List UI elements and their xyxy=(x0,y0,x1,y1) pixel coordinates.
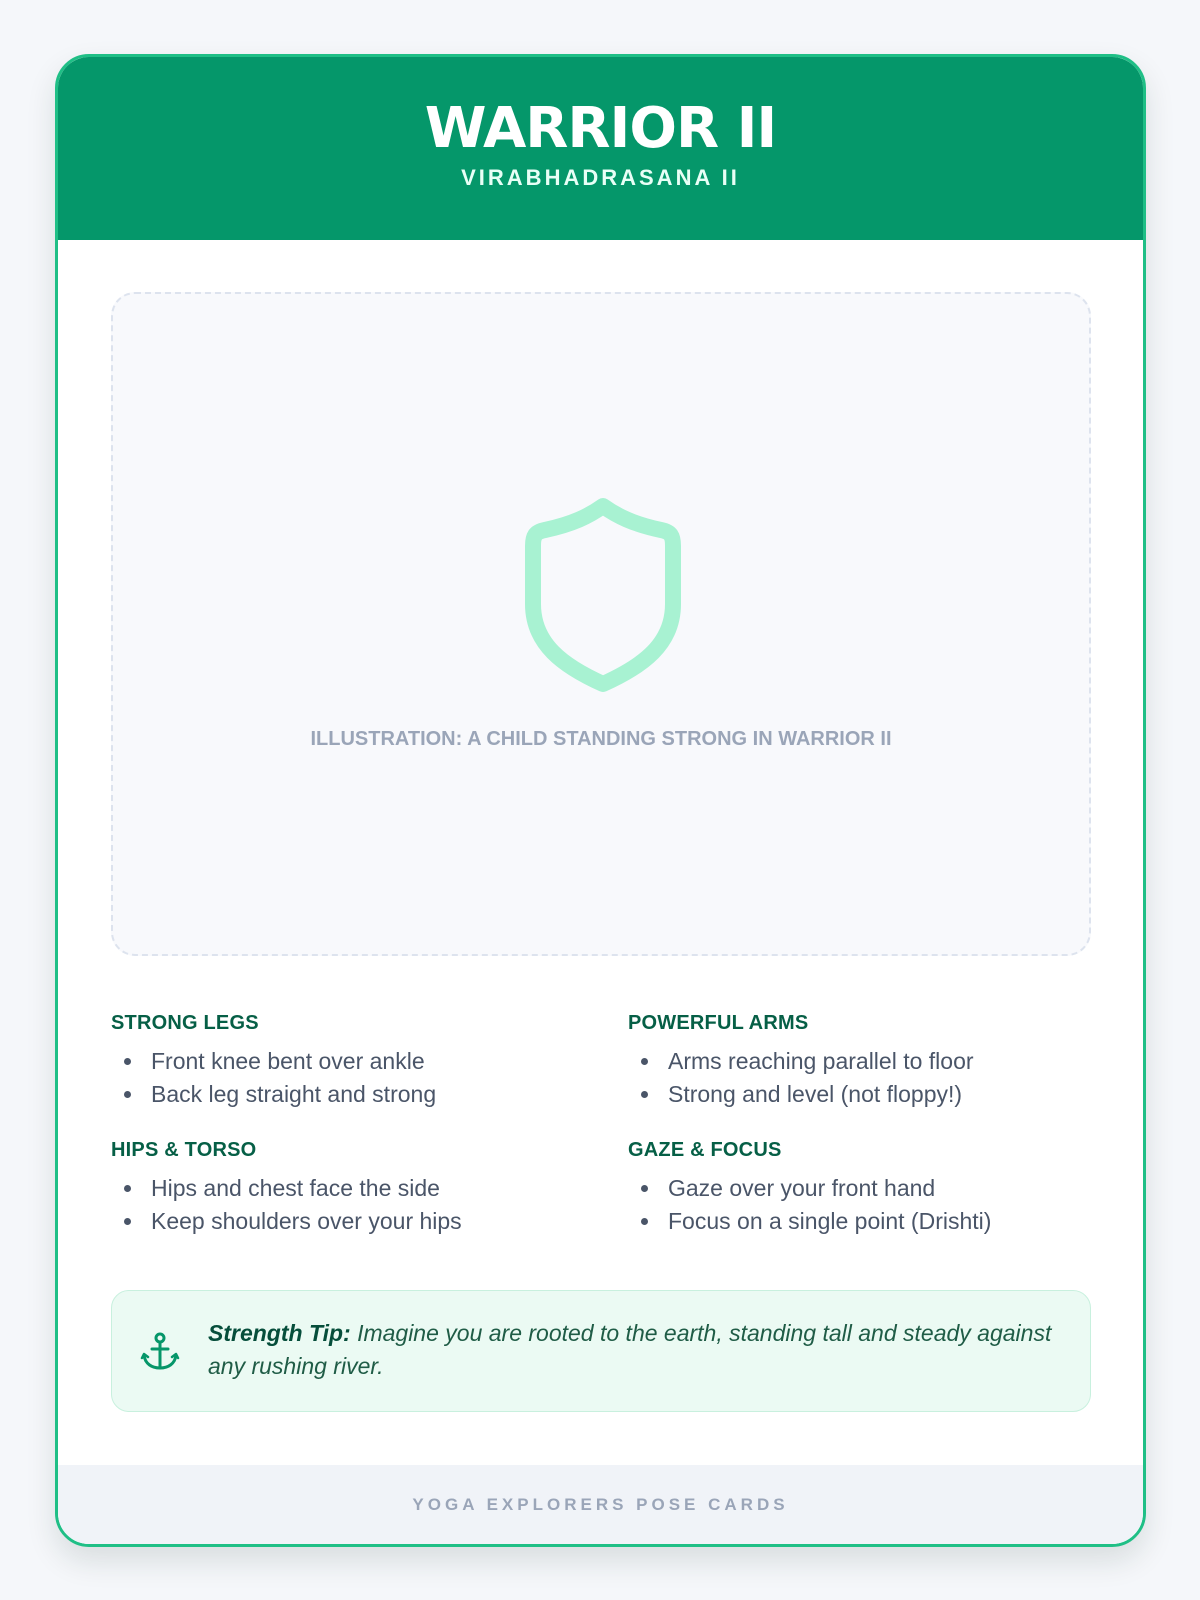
bullet-dot xyxy=(641,1185,648,1192)
instruction-list xyxy=(628,1172,1088,1238)
card-footer: YOGA EXPLORERS POSE CARDS xyxy=(58,1465,1143,1544)
illustration-caption: ILLUSTRATION: A CHILD STANDING STRONG IN WARRIOR II xyxy=(310,728,892,750)
card-header xyxy=(58,57,1143,240)
bullet-dot xyxy=(124,1091,131,1098)
list-item-text: Focus on a single point (Drishti) xyxy=(668,1208,992,1234)
tip-label: Strength Tip: xyxy=(208,1320,351,1346)
bullet-dot xyxy=(641,1091,648,1098)
list-item xyxy=(111,1172,571,1205)
section-title: STRONG LEGS xyxy=(111,1012,259,1034)
section-gaze-focus xyxy=(628,1139,1088,1238)
strength-tip-box xyxy=(111,1290,1091,1412)
list-item xyxy=(111,1045,571,1078)
instruction-list xyxy=(111,1045,571,1111)
section-strong-legs xyxy=(111,1012,571,1111)
section-title: POWERFUL ARMS xyxy=(628,1012,809,1034)
anchor-icon xyxy=(140,1331,180,1373)
section-powerful-arms xyxy=(628,1012,1088,1111)
list-item-text: Back leg straight and strong xyxy=(151,1081,437,1107)
section-title: GAZE & FOCUS xyxy=(628,1139,782,1161)
bullet-dot xyxy=(641,1218,648,1225)
instruction-list xyxy=(111,1172,571,1238)
tip-text xyxy=(208,1317,1068,1383)
bullet-dot xyxy=(124,1185,131,1192)
list-item-text: Arms reaching parallel to floor xyxy=(668,1048,974,1074)
list-item-text: Front knee bent over ankle xyxy=(151,1048,425,1074)
section-hips-torso xyxy=(111,1139,571,1238)
shield-icon xyxy=(523,494,683,694)
bullet-dot xyxy=(124,1218,131,1225)
list-item xyxy=(111,1205,571,1238)
list-item-text: Hips and chest face the side xyxy=(151,1175,440,1201)
pose-sanskrit-name: VIRABHADRASANA II xyxy=(461,165,740,190)
tip-body: Imagine you are rooted to the earth, standing tall and steady against any rushing river. xyxy=(208,1320,1052,1379)
list-item-text: Keep shoulders over your hips xyxy=(151,1208,462,1234)
list-item-text: Strong and level (not floppy!) xyxy=(668,1081,963,1107)
list-item xyxy=(628,1045,1088,1078)
list-item xyxy=(628,1078,1088,1111)
list-item xyxy=(111,1078,571,1111)
section-title: HIPS & TORSO xyxy=(111,1139,257,1161)
illustration-placeholder xyxy=(111,292,1091,956)
pose-card xyxy=(55,54,1146,1547)
bullet-dot xyxy=(641,1058,648,1065)
instruction-list xyxy=(628,1045,1088,1111)
bullet-dot xyxy=(124,1058,131,1065)
list-item xyxy=(628,1172,1088,1205)
pose-title: WARRIOR II xyxy=(424,96,777,161)
list-item xyxy=(628,1205,1088,1238)
list-item-text: Gaze over your front hand xyxy=(668,1175,936,1201)
